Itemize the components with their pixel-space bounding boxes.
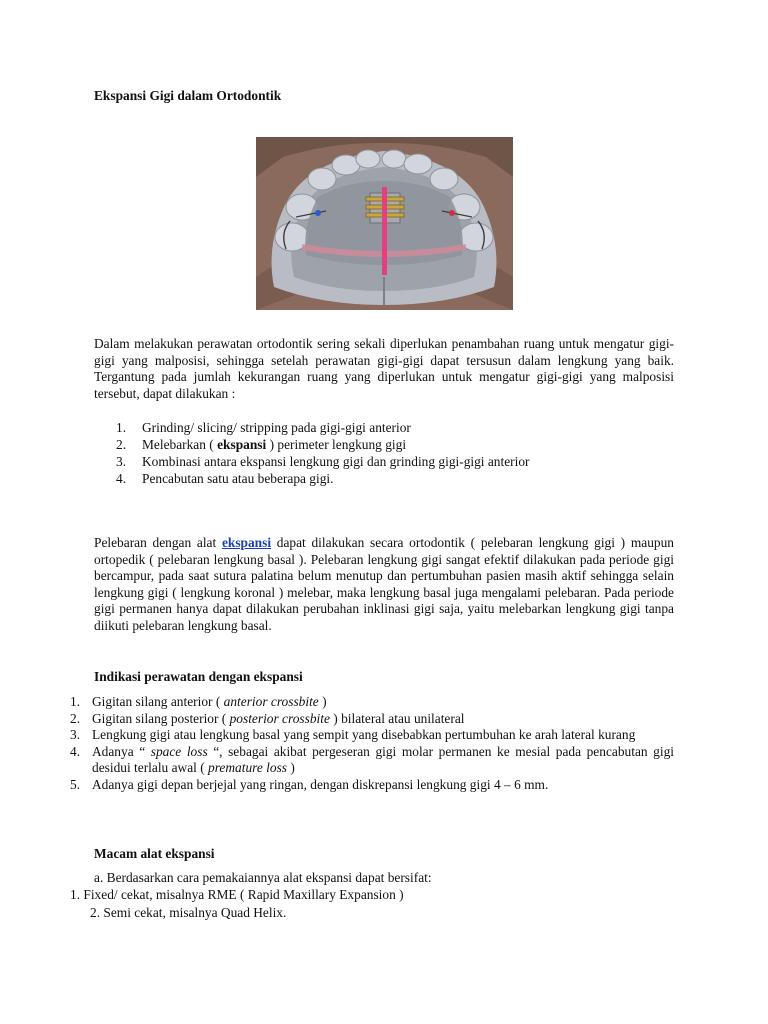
list-item (116, 436, 530, 453)
list-item (70, 711, 674, 728)
ekspansi-link[interactable]: ekspansi (221, 535, 272, 550)
list-number: 3. (70, 727, 81, 743)
types-heading: Macam alat ekspansi (94, 846, 215, 861)
paragraph-text: Pelebaran dengan alat (94, 535, 222, 550)
list-item (70, 744, 674, 777)
types-item-semi-fixed: 2. Semi cekat, misalnya Quad Helix. (90, 905, 287, 920)
list-number: 1. (70, 694, 81, 709)
list-text: Grinding/ slicing/ stripping pada gigi-gigi anterior (142, 420, 411, 435)
expansion-appliance-photo (256, 137, 513, 310)
list-text: ) (318, 694, 327, 709)
list-number: 4. (116, 471, 127, 486)
types-subheading: a. Berdasarkan cara pemakaiannya alat ekspansi dapat bersifat: (94, 870, 432, 885)
list-number: 5. (70, 776, 81, 792)
list-item (70, 777, 674, 794)
list-italic-term: anterior crossbite (223, 694, 319, 709)
list-text: Kombinasi antara ekspansi lengkung gigi dan grinding gigi-gigi anterior (142, 454, 530, 469)
list-text: Gigitan silang anterior ( (92, 694, 224, 709)
list-text: Pencabutan satu atau beberapa gigi. (142, 471, 334, 486)
list-item (70, 694, 674, 711)
list-text: Melebarkan ( (142, 437, 218, 452)
list-text: Adanya gigi depan berjejal yang ringan, dengan diskrepansi lengkung gigi 4 – 6 mm. (92, 776, 549, 792)
list-item (70, 727, 674, 744)
list-italic-term: space loss (150, 743, 208, 759)
list-italic-term: posterior crossbite (229, 710, 330, 726)
list-number: 1. (116, 420, 127, 435)
list-item (116, 453, 530, 470)
indications-heading: Indikasi perawatan dengan ekspansi (94, 669, 303, 684)
list-item (116, 419, 530, 436)
list-text: Adanya “ (92, 743, 151, 759)
list-text: ) (287, 760, 295, 776)
list-number: 2. (116, 437, 127, 452)
list-text: Lengkung gigi atau lengkung basal yang sempit yang disebabkan pertumbuhan ke arah lateral kurang (92, 727, 636, 743)
intro-paragraph: Dalam melakukan perawatan ortodontik sering sekali diperlukan penambahan ruang untuk mengatur gigi-gigi yang malposisi, sehingga setelah perawatan gigi-gigi dapat tersusun dalam lengkung yang baik. Tergantung pada jumlah kekurangan ruang yang diperlukan untuk mengatur gigi-gigi yang malposisi tersebut, dapat dilakukan : (94, 336, 674, 401)
paragraph-text: dapat dilakukan secara ortodontik ( pelebaran lengkung gigi ) maupun ortopedik ( pelebaran lengkung basal ). Pelebaran lengkung gigi sangat efektif dilakukan pada periode gigi bercampur, pada saat sutura palatina belum menutup dan pertumbuhan pasien masih aktif sehingga selain lengkung gigi ( lengkung koronal ) melebar, maka lengkung basal juga mengalami pelebaran. Pada periode gigi permanen hanya dapat dilakukan perubahan inklinasi gigi saja, yaitu melebarkan lengkung gigi tanpa diikuti pelebaran lengkung basal. (94, 535, 674, 633)
list-number: 2. (70, 710, 81, 726)
list-text: ) bilateral atau unilateral (329, 710, 465, 726)
list-bold-term: ekspansi (217, 437, 267, 452)
list-number: 4. (70, 743, 81, 759)
methods-list (116, 419, 530, 487)
types-item-fixed: 1. Fixed/ cekat, misalnya RME ( Rapid Maxillary Expansion ) (70, 887, 404, 902)
list-text: “, sebagai akibat pergeseran gigi molar permanen ke mesial pada pencabutan gigi desidui terlalu awal ( (92, 743, 674, 776)
list-text: ) perimeter lengkung gigi (266, 437, 407, 452)
list-text: Gigitan silang posterior ( (92, 710, 230, 726)
list-italic-term: premature loss (208, 760, 287, 776)
list-item (116, 470, 530, 487)
expansion-paragraph (94, 535, 674, 635)
document-title: Ekspansi Gigi dalam Ortodontik (94, 88, 282, 103)
list-number: 3. (116, 454, 127, 469)
indications-list (70, 694, 674, 794)
